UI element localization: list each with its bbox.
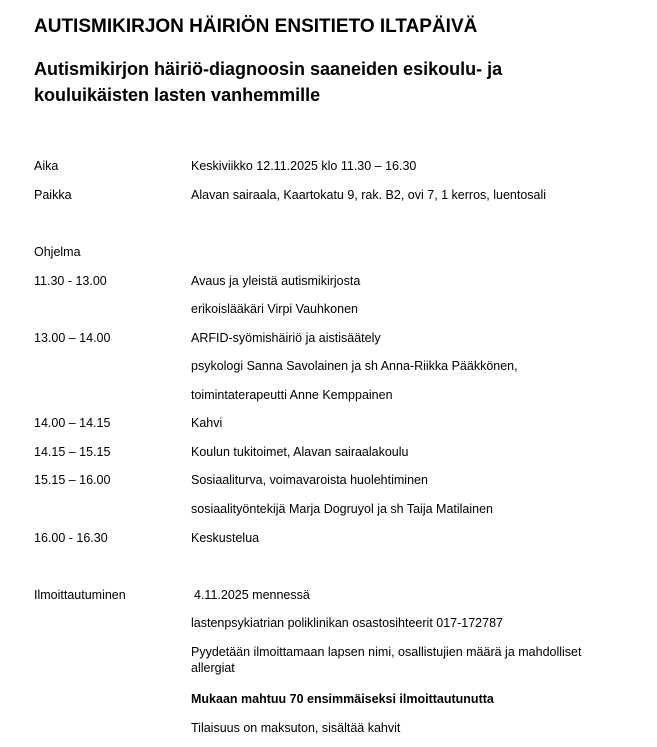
- program-line: Koulun tukitoimet, Alavan sairaalakoulu: [191, 445, 409, 459]
- program-line: sosiaalityöntekijä Marja Dogruyol ja sh Taija Matilainen: [191, 502, 494, 516]
- place-value: Alavan sairaala, Kaartokatu 9, rak. B2, ovi 7, 1 kerros, luentosali: [191, 188, 547, 202]
- time-label: Aika: [34, 159, 59, 173]
- program-line: Avaus ja yleistä autismikirjosta: [191, 274, 361, 288]
- registration-deadline: 4.11.2025 mennessä: [194, 588, 310, 602]
- page-title: AUTISMIKIRJON HÄIRIÖN ENSITIETO ILTAPÄIVÄ: [34, 16, 478, 37]
- program-line: Keskustelua: [191, 531, 260, 545]
- registration-capacity: Mukaan mahtuu 70 ensimmäiseksi ilmoittautunutta: [191, 692, 494, 706]
- page-subtitle: Autismikirjon häiriö-diagnoosin saaneiden esikoulu- ja kouluikäisten lasten vanhemmille: [34, 59, 503, 105]
- program-line: psykologi Sanna Savolainen ja sh Anna-Riikka Pääkkönen,: [191, 359, 518, 373]
- program-time: 11.30 - 13.00: [34, 274, 107, 288]
- registration-label: Ilmoittautuminen: [34, 588, 126, 602]
- program-line: Kahvi: [191, 416, 223, 430]
- registration-request: Pyydetään ilmoittamaan lapsen nimi, osallistujien määrä ja mahdolliset allergiat: [191, 645, 582, 675]
- program-line: erikoislääkäri Virpi Vauhkonen: [191, 302, 358, 316]
- registration-contact: lastenpsykiatrian poliklinikan osastosihteerit 017-172787: [191, 616, 503, 630]
- registration-fee: Tilaisuus on maksuton, sisältää kahvit: [191, 721, 401, 735]
- program-time: 14.15 – 15.15: [34, 445, 111, 459]
- program-line: ARFID-syömishäiriö ja aistisäätely: [191, 331, 381, 345]
- program-time: 16.00 - 16.30: [34, 531, 108, 545]
- place-label: Paikka: [34, 188, 72, 202]
- program-line: Sosiaaliturva, voimavaroista huolehtiminen: [191, 473, 428, 487]
- program-time: 15.15 – 16.00: [34, 473, 111, 487]
- time-value: Keskiviikko 12.11.2025 klo 11.30 – 16.30: [191, 159, 417, 173]
- program-time: 14.00 – 14.15: [34, 416, 111, 430]
- program-heading: Ohjelma: [34, 245, 81, 259]
- program-time: 13.00 – 14.00: [34, 331, 111, 345]
- program-line: toimintaterapeutti Anne Kemppainen: [191, 388, 393, 402]
